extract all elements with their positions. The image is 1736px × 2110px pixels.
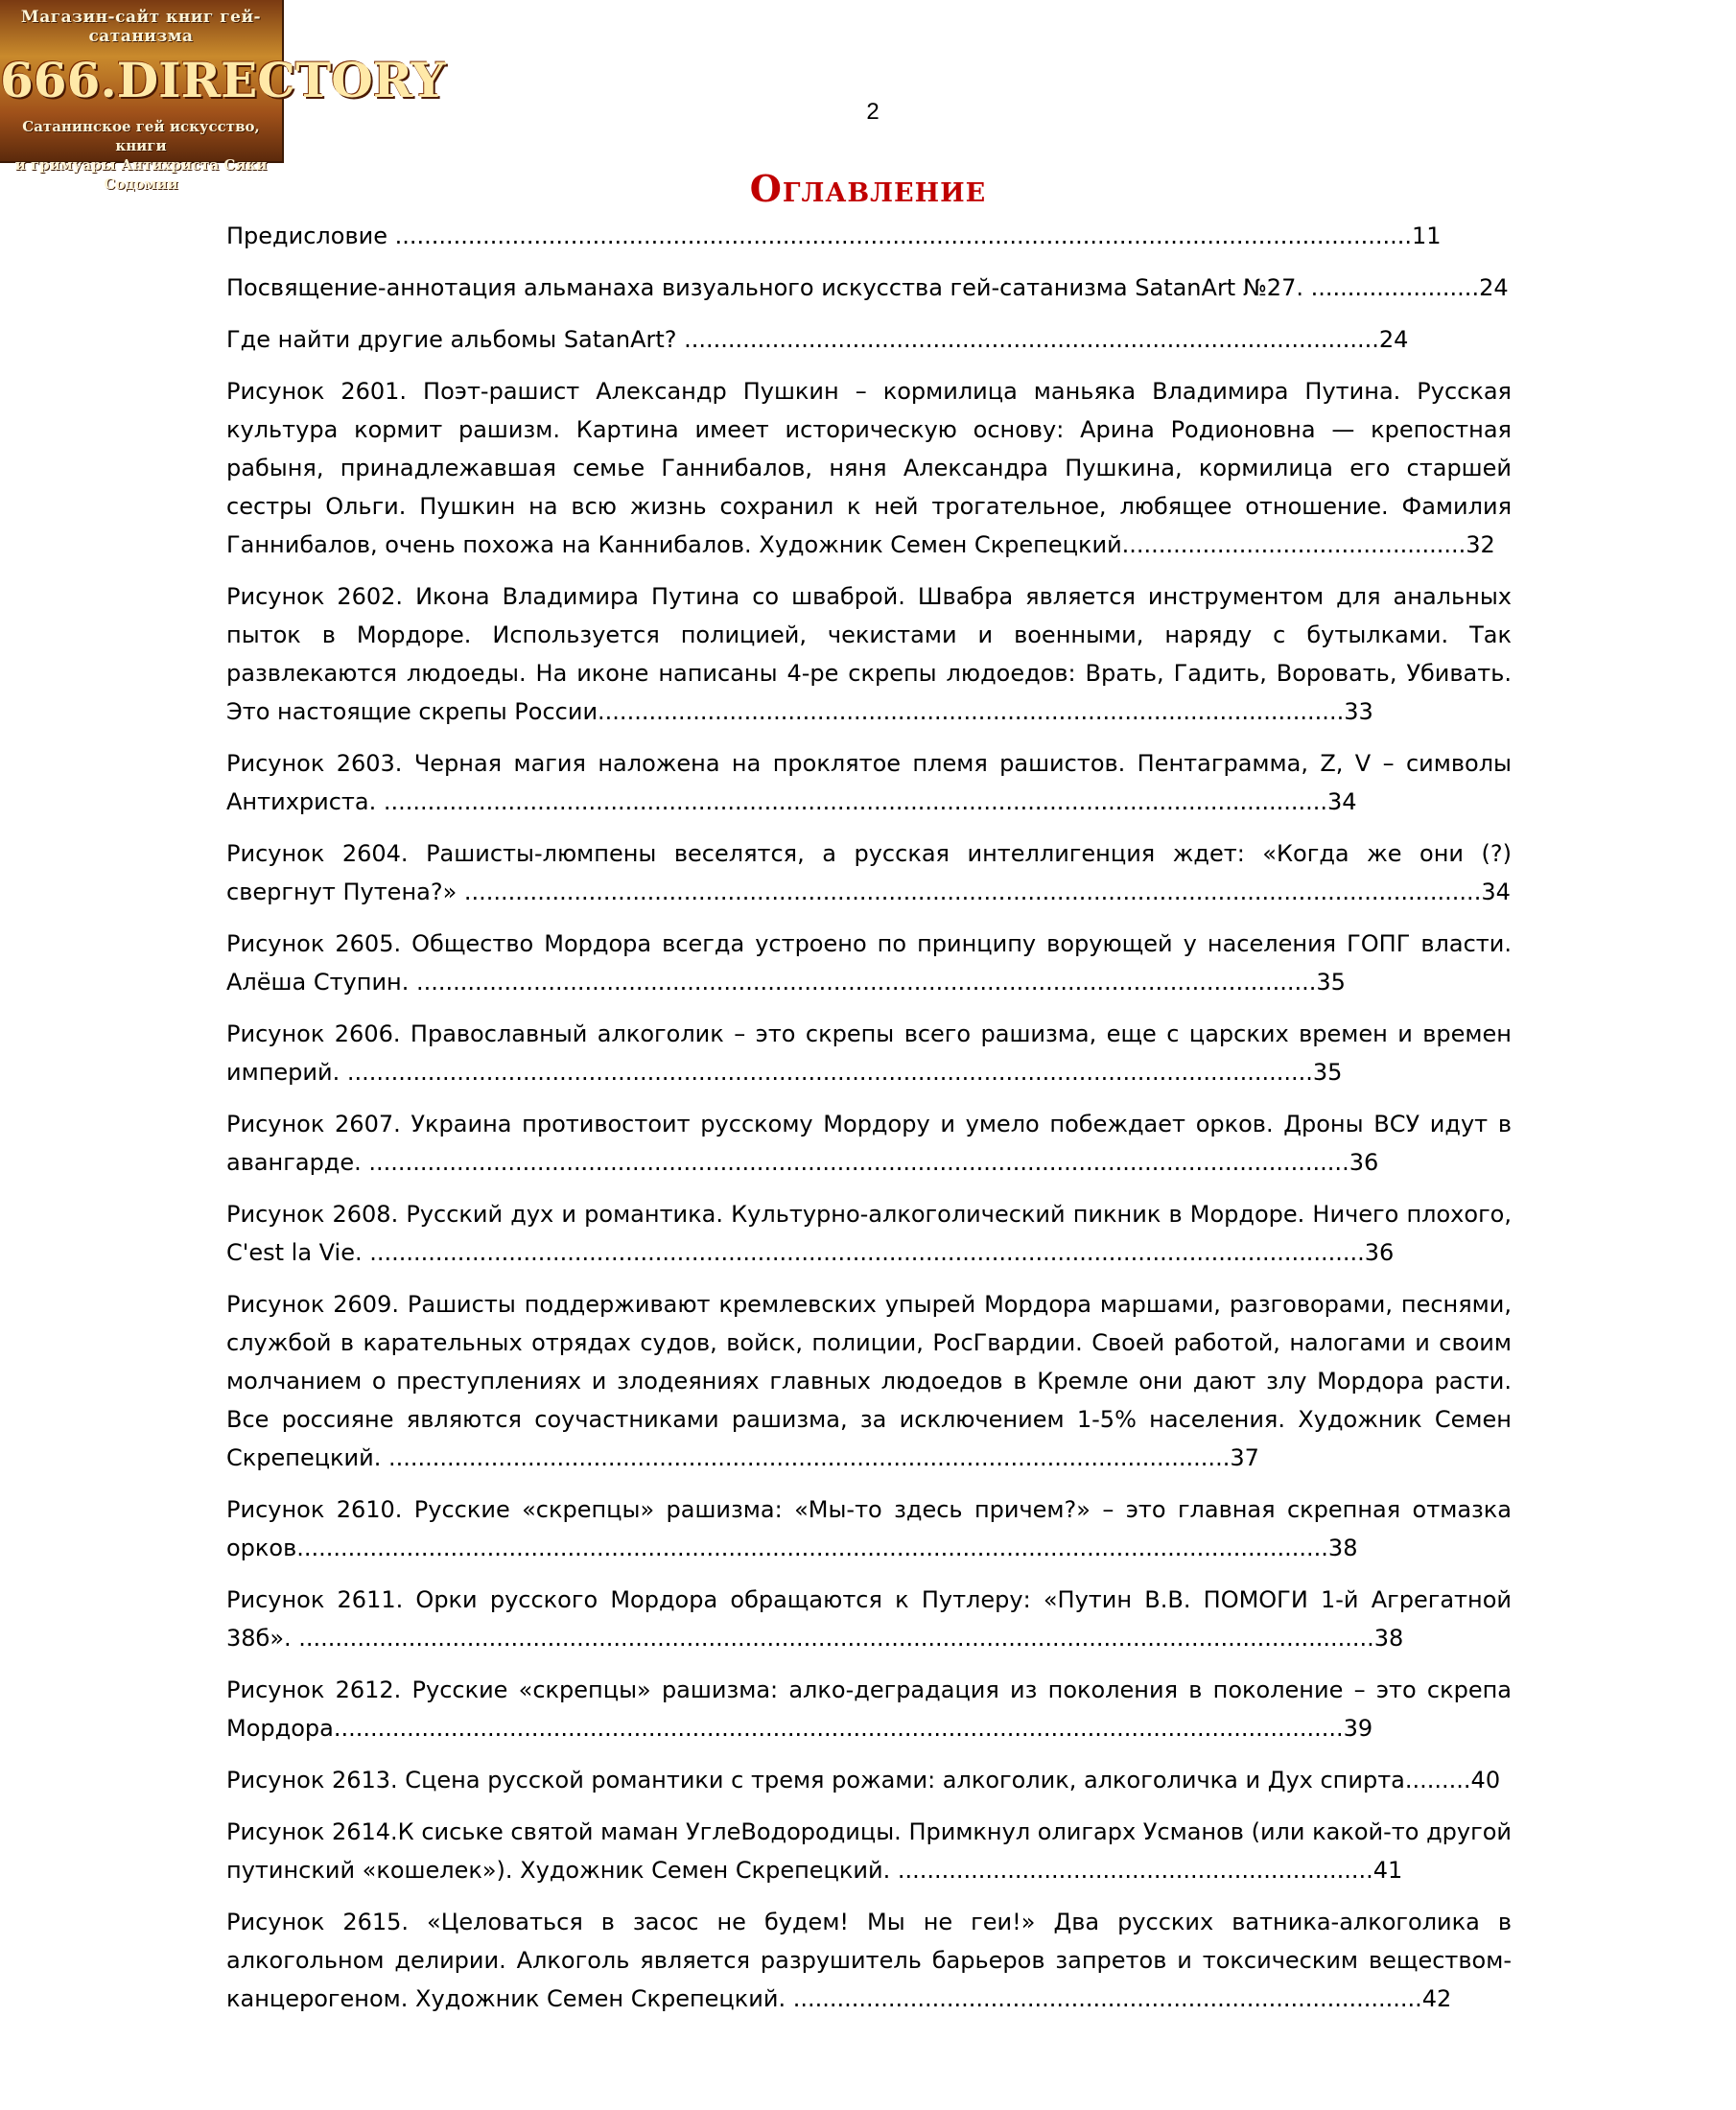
toc-title: Оглавление — [749, 167, 987, 210]
logo-tagline-bottom-2: и гримуары Антихриста Сяки Содомии — [14, 156, 268, 193]
logo-tagline-top: Магазин-сайт книг гей-сатанизма — [20, 8, 262, 46]
toc-entry[interactable]: Где найти другие альбомы SatanArt? ...............................................................................................24 — [226, 326, 1409, 353]
toc-entry[interactable]: Рисунок 2613. Сцена русской романтики с тремя рожами: алкоголик, алкоголичка и Дух спирта.........40 — [226, 1767, 1501, 1794]
toc-entry[interactable]: Рисунок 2602. Икона Владимира Путина со шваброй. Швабра является инструментом для анальных пыток в Мордоре. Используется полицией, чекистами и военными, наряду с бутылками. Так развлекаются людоеды. На иконе написаны 4-ре скрепы людоедов: Врать, Гадить, Воровать, Убивать. Это настоящие скрепы России......................................................................................................33 — [226, 583, 1512, 725]
toc-entry[interactable]: Рисунок 2604. Рашисты-люмпены веселятся, а русская интеллигенция ждет: «Когда же они (?) свергнут Путена?» ...........................................................................................................................................34 — [226, 840, 1512, 905]
toc-entry[interactable]: Рисунок 2609. Рашисты поддерживают кремлевских упырей Мордора маршами, разговорами, песнями, службой в карательных отрядах судов, войск, полиции, РосГвардии. Своей работой, налогами и своим молчанием о преступлениях и злодеяниях главных людоедов в Кремле они дают злу Мордора расти. Все россияне являются соучастниками рашизма, за исключением 1-5% населения. Художник Семен Скрепецкий. ...................................................................................................................37 — [226, 1291, 1512, 1471]
toc-entry[interactable]: Рисунок 2614.К сиське святой маман УглеВодородицы. Примкнул олигарх Усманов (или какой-то другой путинский «кошелек»). Художник Семен Скрепецкий. .................................................................41 — [226, 1818, 1512, 1884]
toc-entry[interactable]: Рисунок 2611. Орки русского Мордора обращаются к Путлеру: «Путин В.В. ПОМОГИ 1-й Агрегатной 38б». ...................................................................................................................................................38 — [226, 1586, 1512, 1652]
toc-entry[interactable]: Рисунок 2603. Черная магия наложена на проклятое племя рашистов. Пентаграмма, Z, V – символы Антихриста. .................................................................................................................................34 — [226, 750, 1512, 815]
toc-entry[interactable]: Рисунок 2615. «Целоваться в засос не будем! Мы не геи!» Два русских ватника-алкоголика в алкогольном делирии. Алкоголь является разрушитель барьеров запретов и токсическим веществом-канцерогеном. Художник Семен Скрепецкий. ......................................................................................42 — [226, 1909, 1512, 2012]
toc-entry[interactable]: Предисловие ...........................................................................................................................................11 — [226, 223, 1442, 249]
logo-brand-name: 666.DIRECTORY — [0, 52, 446, 108]
toc-entry[interactable]: Рисунок 2601. Поэт-рашист Александр Пушкин – кормилица маньяка Владимира Путина. Русская культура кормит рашизм. Картина имеет историческую основу: Арина Родионовна — крепостная рабыня, принадлежавшая семье Ганнибалов, няня Александра Пушкина, кормилица его старшей сестры Ольги. Пушкин на всю жизнь сохранил к ней трогательное, любящее отношение. Фамилия Ганнибалов, очень похожа на Каннибалов. Художник Семен Скрепецкий...............................................32 — [226, 378, 1512, 558]
table-of-contents — [226, 217, 1512, 2031]
toc-entry[interactable]: Рисунок 2605. Общество Мордора всегда устроено по принципу ворующей у населения ГОПГ власти. Алёша Ступин. ...........................................................................................................................35 — [226, 930, 1512, 996]
page-number: 2 — [866, 99, 880, 125]
toc-entry[interactable]: Рисунок 2608. Русский дух и романтика. Культурно-алкоголический пикник в Мордоре. Ничего плохого, C'est la Vie. ........................................................................................................................................36 — [226, 1201, 1512, 1266]
toc-entry[interactable]: Рисунок 2606. Православный алкоголик – это скрепы всего рашизма, еще с царских времен и времен империй. ....................................................................................................................................35 — [226, 1020, 1512, 1086]
logo-tagline-bottom-1: Сатанинское гей искусство, книги — [22, 118, 260, 154]
site-logo[interactable] — [0, 0, 446, 193]
toc-entry[interactable]: Рисунок 2610. Русские «скрепцы» рашизма: «Мы-то здесь причем?» – это главная скрепная отмазка орков.............................................................................................................................................38 — [226, 1496, 1512, 1561]
toc-entry[interactable]: Рисунок 2612. Русские «скрепцы» рашизма: алко-деградация из поколения в поколение – это скрепа Мордора..........................................................................................................................................39 — [226, 1676, 1512, 1742]
toc-entry[interactable]: Посвящение-аннотация альманаха визуального искусства гей-сатанизма SatanArt №27. .......................24 — [226, 274, 1509, 301]
toc-entry[interactable]: Рисунок 2607. Украина противостоит русскому Мордору и умело побеждает орков. Дроны ВСУ идут в авангарде. ......................................................................................................................................36 — [226, 1111, 1512, 1176]
